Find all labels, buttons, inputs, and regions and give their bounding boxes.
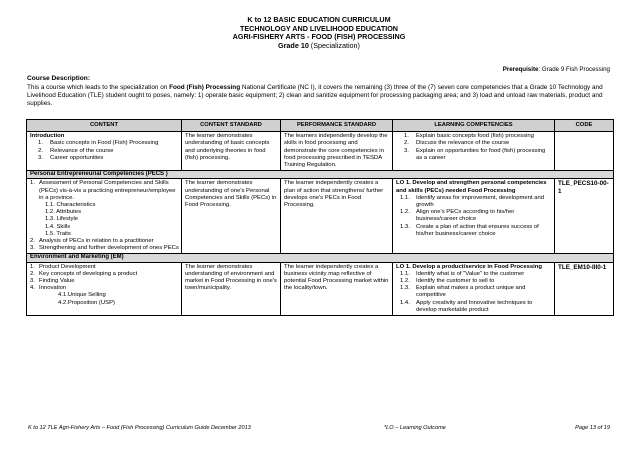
em-performance-standard: The learner independently creates a business vicinity map reflective of potential Food Processing market within the locality/town. xyxy=(281,262,393,315)
list-subitem: 1.5. Traits xyxy=(45,230,71,237)
list-subitem: 1.3. Lifestyle xyxy=(45,216,79,223)
pecs-learning-outcome: LO 1. Develop and strengthen personal competencies and skills (PECs) needed Food Processing xyxy=(396,180,547,194)
em-content-cell xyxy=(27,262,182,315)
course-description-text xyxy=(27,84,612,109)
table-row xyxy=(27,179,614,254)
intro-competencies xyxy=(393,132,555,171)
grade-label: Grade 10 xyxy=(278,40,309,50)
list-item: 1.1. Identify areas for improvement, development and growth xyxy=(400,194,545,209)
intro-content-cell xyxy=(27,132,182,171)
header-line-2: TECHNOLOGY AND LIVELIHOOD EDUCATION xyxy=(240,23,398,33)
list-item: 3. Career opportunities xyxy=(38,154,104,161)
table-row xyxy=(27,132,614,171)
header-line-4 xyxy=(0,42,638,51)
header-line-3: AGRI-FISHERY ARTS - FOOD (FISH) PROCESSING xyxy=(232,32,406,42)
list-item: 1.1. Identify what is of "Value" to the customer xyxy=(400,270,525,277)
grade-note: (Specialization) xyxy=(308,40,360,50)
list-item: 3. Finding Value xyxy=(30,278,75,285)
course-description-part-b: National Certificate (NC I), it covers the remaining (3) three of the (7) seven core competencies that a Grade 10 Technology and Livelihood Education (TLE) student ought to poses, namely: 1) operate basic equipment; 2) clean and sanitize equipment for processing packaging area; and 3) load and unload raw materials, product and supplies. xyxy=(27,84,603,108)
footer-page-number: Page 13 of 19 xyxy=(575,425,610,431)
list-item: 2. Relevance of the course xyxy=(38,147,114,154)
list-item: 3. Strengthening and further development of ones PECs xyxy=(30,245,179,252)
list-item: 2. Key concepts of developing a product xyxy=(30,270,138,277)
list-subitem: 4.2.Proposition (USP) xyxy=(58,299,115,306)
em-content-standard: The learner demonstrates understanding of environment and market in Food Processing in one's town/municipality. xyxy=(182,262,281,315)
table-header-row xyxy=(27,120,614,132)
course-description-part-a: This a course which leads to the specialization on xyxy=(27,84,170,91)
intro-title: Introduction xyxy=(30,133,65,140)
list-subitem: 4.1.Unique Selling xyxy=(58,292,106,299)
list-item: 1. Product Development xyxy=(30,263,96,270)
list-item: 1.4. Apply creativity and Innovative techniques to develop marketable product xyxy=(400,299,533,313)
intro-content-standard: The learner demonstrates understanding of basic concepts and underlying theories in food (fish) processing. xyxy=(182,132,281,171)
em-learning-outcome: LO 1. Develop a product/service in Food Processing xyxy=(396,263,542,270)
header-learning-competencies: LEARNING COMPETENCIES xyxy=(393,120,555,132)
em-code: TLE_EM10-III0-1 xyxy=(555,262,614,315)
pecs-competencies xyxy=(393,179,555,254)
header-performance-standard: PERFORMANCE STANDARD xyxy=(281,120,393,132)
course-description-title: Course Description: xyxy=(27,75,91,82)
table-row xyxy=(27,262,614,315)
section-row-pecs xyxy=(27,171,614,179)
list-item: 3. Explain on opportunities for food (fish) processing as a career xyxy=(404,147,546,161)
list-item: 1.2. Align one's PECs according to his/her business/career choice xyxy=(400,209,515,223)
prerequisite-value: : Grade 9 Fish Processing xyxy=(538,66,610,73)
prerequisite xyxy=(503,66,610,73)
list-item: 1.3. Explain what makes a product unique and competitive xyxy=(400,285,526,299)
list-item: 1. Assessment of Personal Competencies and Skills (PECs) vis-à-vis a practicing entrepreneur/employee in a province. xyxy=(30,180,176,201)
em-competencies xyxy=(393,262,555,315)
header-content: CONTENT xyxy=(27,120,182,132)
section-title-pecs: Personal Entrepreneurial Competencies (PECS ) xyxy=(27,171,614,179)
list-subitem: 1.2. Attributes xyxy=(45,209,82,216)
document-header xyxy=(0,16,638,50)
list-item: 4. Innovation xyxy=(30,285,67,292)
intro-code xyxy=(555,132,614,171)
pecs-performance-standard: The learner independently creates a plan of action that strengthens/ further develops one's PECs in Food Processing. xyxy=(281,179,393,254)
list-item: 1. Explain basic concepts food (fish) processing xyxy=(404,133,534,140)
header-content-standard: CONTENT STANDARD xyxy=(182,120,281,132)
curriculum-table xyxy=(26,119,614,316)
intro-performance-standard: The learners independently develop the skills in food processing and demonstrate the core competencies in food processing prescribed in TESDA Training Regulation. xyxy=(281,132,393,171)
pecs-content-cell xyxy=(27,179,182,254)
course-description-specialization: Food (Fish) Processing xyxy=(169,84,241,91)
prerequisite-label: Prerequisite xyxy=(502,66,539,73)
header-line-1: K to 12 BASIC EDUCATION CURRICULUM xyxy=(247,15,391,24)
list-item: 2. Analysis of PECs in relation to a practitioner xyxy=(30,238,154,245)
header-code: CODE xyxy=(555,120,614,132)
list-item: 2. Discuss the relevance of the course xyxy=(404,140,510,147)
list-item: 1.3. Create a plan of action that ensures success of his/her business/career choice xyxy=(400,223,539,237)
list-item: 1.2. Identify the customer to sell to xyxy=(400,278,495,285)
pecs-content-standard: The learner demonstrates understanding of one's Personal Competencies and Skills (PECs) in Food Processing. xyxy=(182,179,281,254)
section-title-em: Environment and Marketing (EM) xyxy=(27,254,614,262)
list-subitem: 1.1. Characteristics xyxy=(45,202,96,209)
pecs-code: TLE_PECS10-00-1 xyxy=(555,179,614,254)
footer-guide-title: K to 12 TLE Agri-Fishery Arts – Food (Fish Processing) Curriculum Guide December 2013 xyxy=(28,425,251,431)
list-item: 1. Basic concepts in Food (Fish) Processing xyxy=(38,140,159,147)
section-row-em xyxy=(27,254,614,262)
list-subitem: 1.4. Skills xyxy=(45,223,71,230)
footer-lo-note: *LO – Learning Outcome xyxy=(384,425,446,431)
